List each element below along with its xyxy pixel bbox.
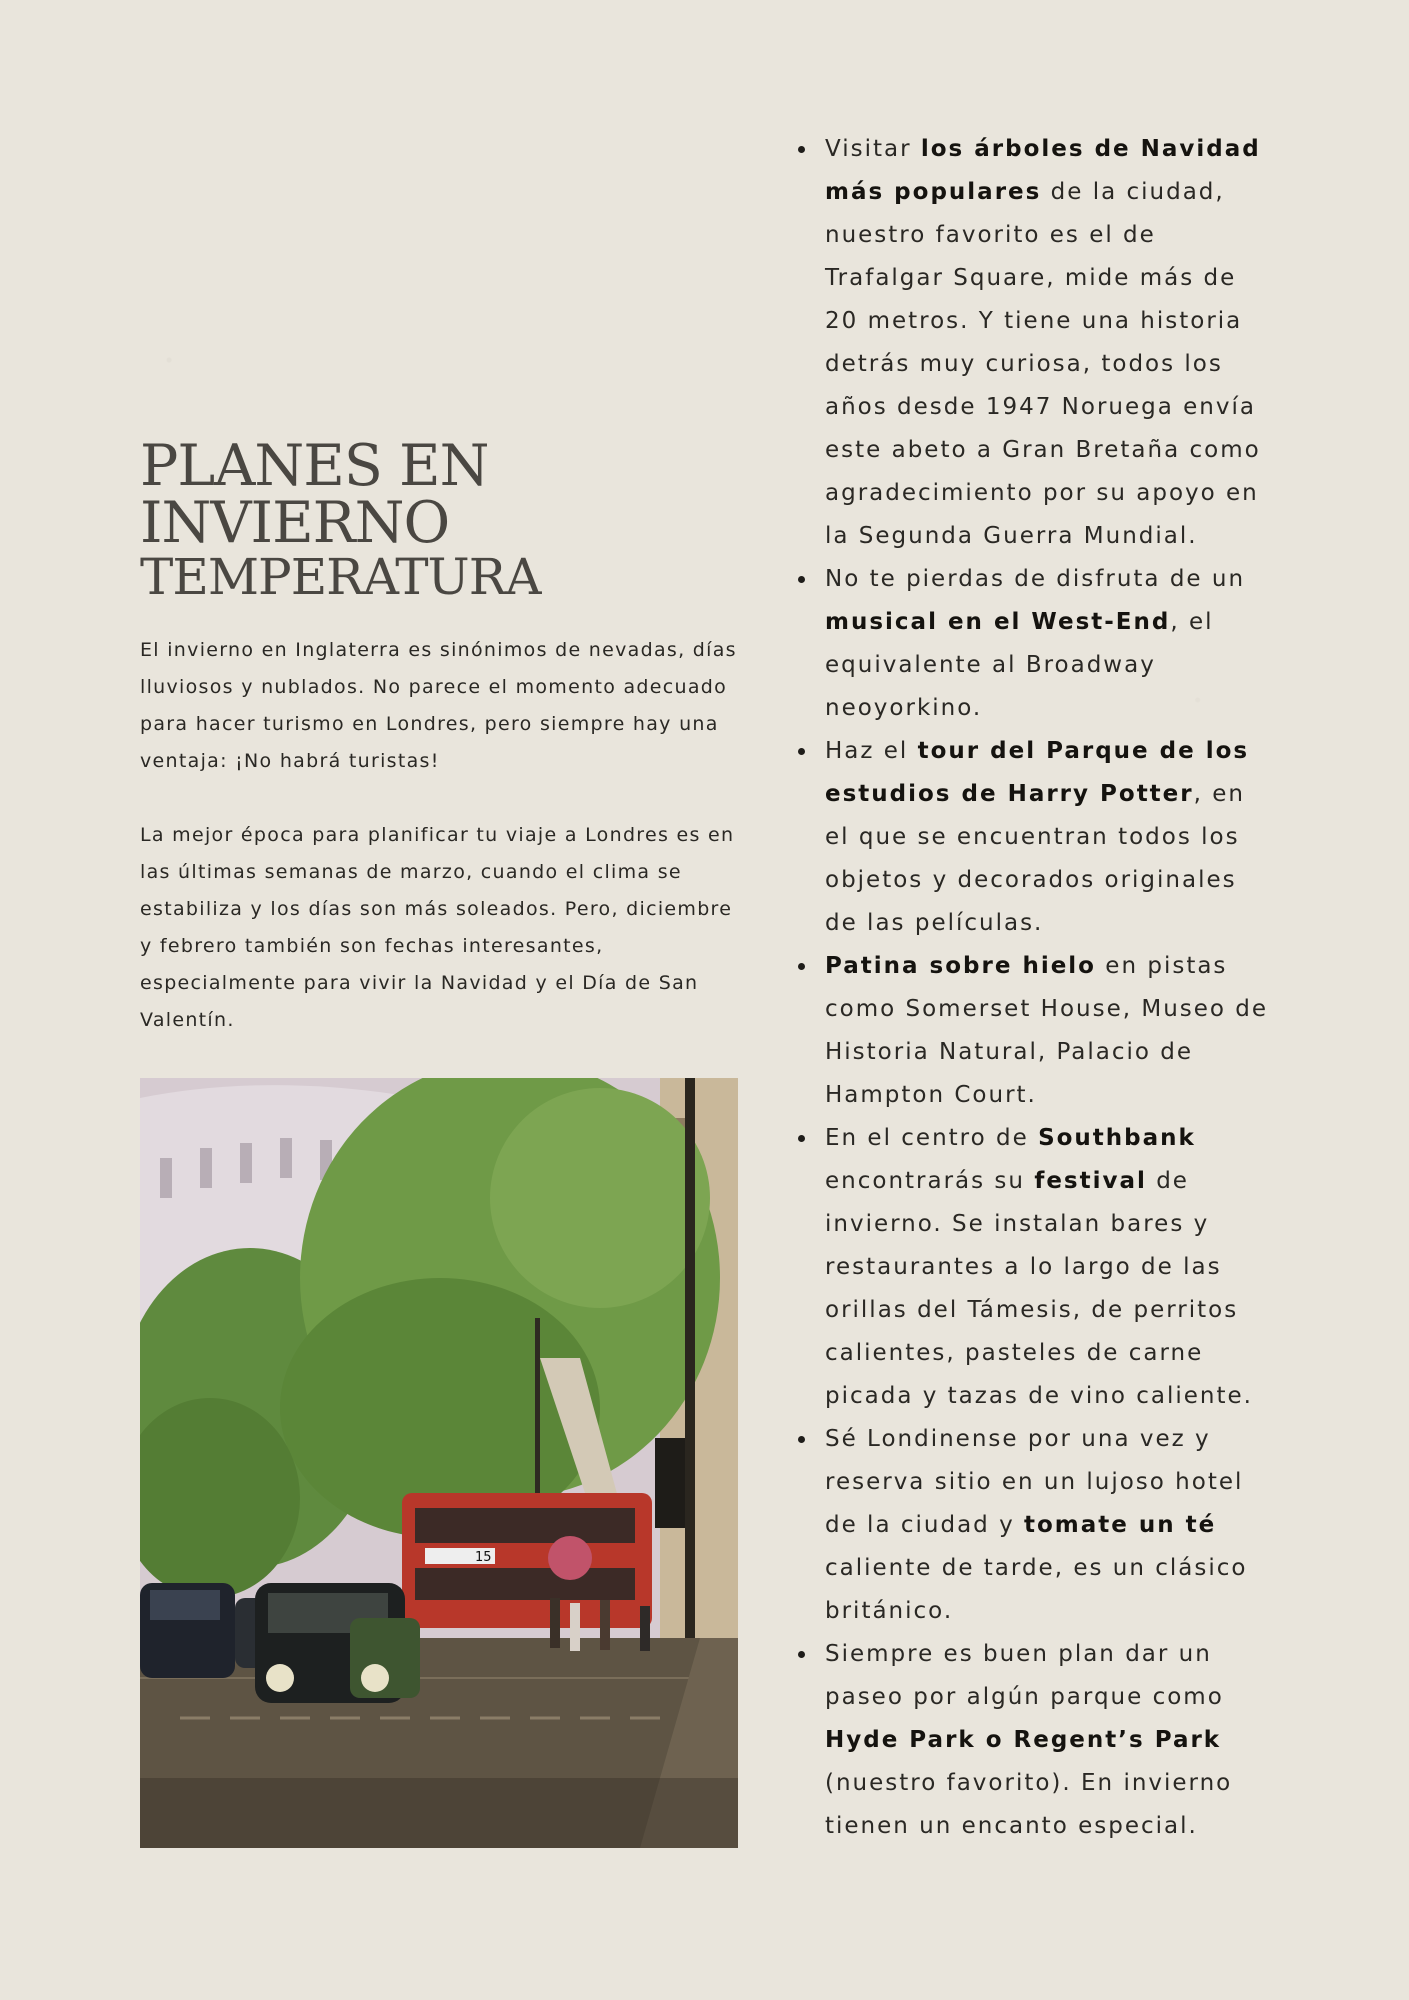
list-item: Visitar los árboles de Navidad más populares de la ciudad, nuestro favorito es el de Trafalgar Square, mide más de 20 metros. Y tiene una historia detrás muy curiosa, todos los años desde 1947 Noruega envía este abeto a Gran Bretaña como agradecimiento por su apoyo en la Segunda Guerra Mundial. (795, 128, 1275, 558)
list-item: Patina sobre hielo en pistas como Somerset House, Museo de Historia Natural, Palacio de Hampton Court. (795, 945, 1275, 1117)
london-street-illustration (140, 1078, 738, 1848)
list-item: En el centro de Southbank encontrarás su festival de invierno. Se instalan bares y restaurantes a lo largo de las orillas del Támesis, de perritos calientes, pasteles de carne picada y tazas de vino caliente. (795, 1117, 1275, 1418)
intro-paragraph: La mejor época para planificar tu viaje a Londres es en las últimas semanas de marzo, cuando el clima se estabiliza y los días son más soleados. Pero, diciembre y febrero también son fechas interesantes, especialmente para vivir la Navidad y el Día de San Valentín. (140, 824, 735, 1031)
london-street-photo (140, 1078, 738, 1848)
list-item: Sé Londinense por una vez y reserva sitio en un lujoso hotel de la ciudad y tomate un té caliente de tarde, es un clásico británico. (795, 1418, 1275, 1633)
list-item: No te pierdas de disfruta de un musical en el West-End, el equivalente al Broadway neoyorkino. (795, 558, 1275, 730)
list-item: Haz el tour del Parque de los estudios de Harry Potter, en el que se encuentran todos los objetos y decorados originales de las películas. (795, 730, 1275, 945)
winter-plans-list (795, 128, 1275, 1848)
intro-paragraph: El invierno en Inglaterra es sinónimos de nevadas, días lluviosos y nublados. No parece el momento adecuado para hacer turismo en Londres, pero siempre hay una ventaja: ¡No habrá turistas! (140, 639, 737, 772)
list-item: Siempre es buen plan dar un paseo por algún parque como Hyde Park o Regent’s Park (nuestro favorito). En invierno tienen un encanto especial. (795, 1633, 1275, 1848)
section-heading-temperatura: TEMPERATURA (140, 548, 541, 606)
bus-route-number: 15 (475, 1550, 492, 1565)
intro-text (140, 632, 740, 1076)
page-title: PLANES EN INVIERNO (140, 433, 489, 556)
